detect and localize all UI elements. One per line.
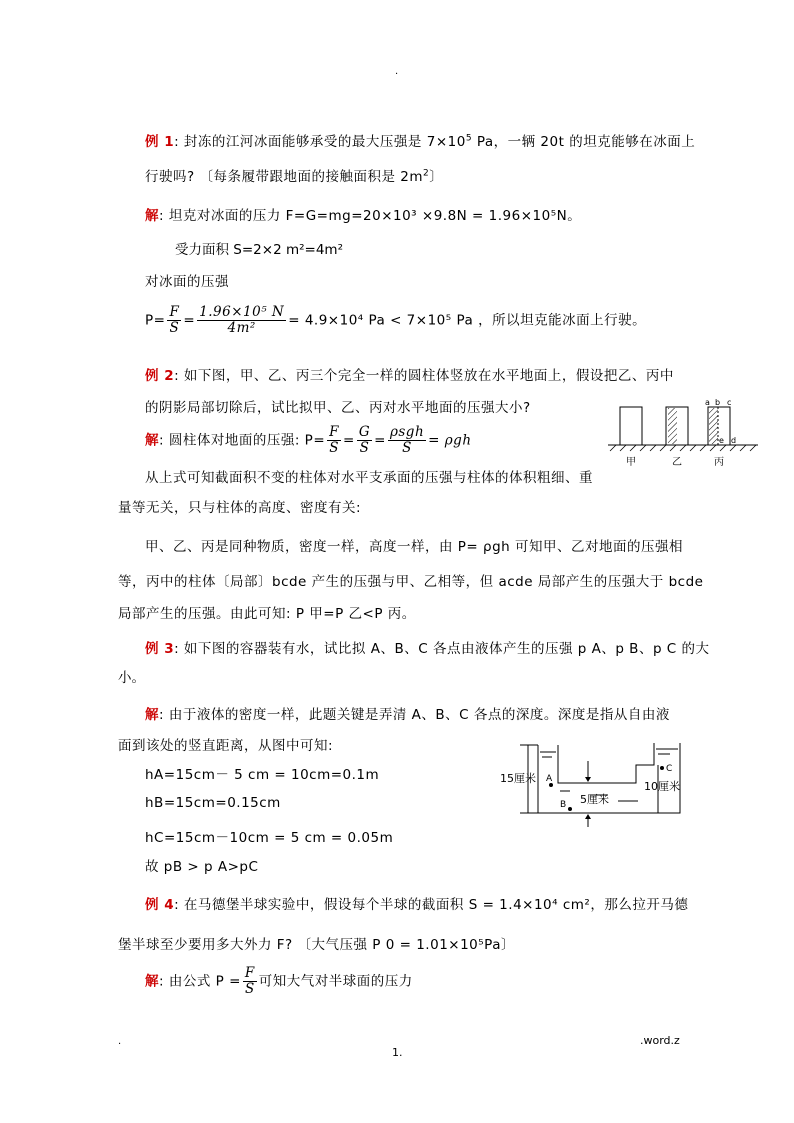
- ex2-question-line2: 的阴影局部切除后，试比拟甲、乙、丙对水平地面的压强大小?: [145, 400, 531, 416]
- ex1-eq: =: [183, 312, 196, 329]
- cylinder-bing-shade: [709, 408, 718, 444]
- label-C: C: [666, 764, 673, 774]
- ex3-solution-line1: [145, 703, 670, 723]
- ex3-question-line2: 小。: [118, 670, 145, 686]
- ex4-q1: : 在马德堡半球实验中，假设每个半球的截面积 S = 1.4×10⁴ cm²，那么拉开马德: [174, 897, 689, 913]
- ex1-sol1: : 坦克对冰面的压力 F=G=mg=20×10³ ×9.8N = 1.96×10⁵N。: [159, 208, 582, 224]
- ex4-sol-end: 可知大气对半球面的压力: [258, 973, 413, 990]
- ex1-frac-fs: $\frac{F}{S}$: [169, 304, 180, 336]
- label-A: A: [546, 774, 553, 784]
- label-15cm: 15厘米: [500, 772, 536, 785]
- ex4-frac: $\frac{F}{S}$: [244, 965, 255, 997]
- header-dot: .: [395, 66, 399, 77]
- ex2-frac2: $\frac{G}{S}$: [358, 424, 371, 456]
- cylinders-figure: [608, 395, 763, 470]
- label-e: e: [719, 436, 724, 445]
- ex1-p: P=: [145, 312, 166, 329]
- ex1-q2-end: 〕: [429, 169, 444, 185]
- ex1-question-line1: [145, 130, 695, 150]
- ex2-solution: 解: 圆柱体对地面的压强: P= $\frac{F}{S}$ = $\frac{G}{S}$ = $\frac{\text{ρsgh}}{S}$ = ρgh: [145, 424, 472, 456]
- ex3-sol1: : 由于液体的密度一样，此题关键是弄清 A、B、C 各点的深度。深度是指从自由液: [159, 707, 670, 723]
- ex3-sol-label: 解: [145, 707, 159, 723]
- ex3-q1: : 如下图的容器装有水，试比拟 A、B、C 各点由液体产生的压强 p A、p B、p C 的大: [174, 641, 710, 657]
- ex3-hC: hC=15cm－10cm = 5 cm = 0.05m: [145, 830, 394, 846]
- ex1-label: 例 1: [145, 134, 175, 150]
- ex1-q2: 行驶吗? 〔每条履带跟地面的接触面积是 2m: [145, 169, 423, 185]
- footer-left-dot: .: [118, 1036, 122, 1047]
- ex4-question-line2: 堡半球至少要用多大外力 F? 〔大气压强 P 0 = 1.01×10⁵Pa〕: [118, 937, 515, 953]
- ground-hatch: [610, 445, 756, 451]
- ex3-solution-line2: 面到该处的竖直距离，从图中可知:: [118, 738, 334, 754]
- ex1-formula: [145, 305, 646, 336]
- label-jia: 甲: [626, 457, 636, 468]
- ex1-question-line2: [145, 165, 443, 185]
- ex3-conclusion: 故 pB > p A>pC: [145, 859, 259, 875]
- label-yi: 乙: [672, 457, 682, 468]
- ex2-para2-line2: 等，丙中的柱体〔局部〕bcde 产生的压强与甲、乙相等，但 acde 局部产生的压强大于 bcde: [118, 574, 704, 590]
- point-C: [660, 766, 664, 770]
- label-10cm: 10厘米: [644, 780, 680, 793]
- ex2-label: 例 2: [145, 368, 175, 384]
- ex3-question-line1: [145, 637, 710, 657]
- label-d: d: [731, 436, 737, 445]
- ex2-sol-end: = ρgh: [428, 432, 472, 449]
- ex2-sol-label: 解: [145, 432, 159, 449]
- ex1-solution-line2: 受力面积 S=2×2 m²=4m²: [175, 242, 343, 258]
- ex2-frac3: $\frac{\text{ρsgh}}{S}$: [389, 424, 425, 456]
- ex1-q1: : 封冻的江河冰面能够承受的最大压强是 7×10: [174, 134, 466, 150]
- ex1-q1-end: Pa，一辆 20t 的坦克能够在冰面上: [472, 134, 696, 150]
- ex4-solution: [145, 966, 413, 997]
- label-B: B: [560, 800, 567, 810]
- ex2-para1-line2: 量等无关，只与柱体的高度、密度有关:: [118, 500, 362, 516]
- label-bing: 丙: [714, 457, 724, 468]
- point-B: [568, 807, 572, 811]
- label-5cm: 5厘米: [580, 793, 609, 806]
- ex1-q2-sup: 2: [423, 168, 430, 179]
- cylinder-jia: [620, 407, 642, 445]
- cylinder-yi-shade: [668, 408, 677, 444]
- ex4-sol-label: 解: [145, 973, 159, 990]
- ex3-hB: hB=15cm=0.15cm: [145, 795, 281, 811]
- label-c: c: [727, 398, 732, 407]
- page-number: 1.: [392, 1046, 403, 1059]
- ex1-frac-values: $\frac{\text{1.96×10⁵ N}}{\text{4m²}}$: [199, 304, 285, 336]
- ex2-question-line1: [145, 364, 674, 384]
- ex2-para2-line1: 甲、乙、丙是同种物质，密度一样，高度一样，由 P= ρgh 可知甲、乙对地面的压强相: [145, 539, 684, 555]
- ex2-para1-line1: 从上式可知截面积不变的柱体对水平支承面的压强与柱体的体积粗细、重: [145, 470, 593, 486]
- label-b: b: [715, 398, 721, 407]
- ex1-q-exp: 5: [465, 133, 473, 144]
- footer-right-text: .word.z: [640, 1034, 680, 1047]
- ex2-para2-line3: 局部产生的压强。由此可知: P 甲=P 乙<P 丙。: [118, 606, 416, 622]
- ex4-sol-text: : 由公式 P =: [159, 973, 241, 990]
- container-figure: [498, 735, 698, 835]
- ex3-label: 例 3: [145, 641, 175, 657]
- ex1-tail: = 4.9×10⁴ Pa < 7×10⁵ Pa ，所以坦克能冰面上行驶。: [288, 312, 647, 329]
- label-a: a: [705, 398, 710, 407]
- ex3-hA: hA=15cm－ 5 cm = 10cm=0.1m: [145, 767, 380, 783]
- ex2-q1: : 如下图，甲、乙、丙三个完全一样的圆柱体竖放在水平地面上，假设把乙、丙中: [174, 368, 674, 384]
- ex2-frac1: $\frac{F}{S}$: [329, 424, 340, 456]
- ex1-solution-line1: [145, 204, 581, 224]
- ex4-question-line1: [145, 893, 688, 913]
- ex4-label: 例 4: [145, 897, 175, 913]
- ex1-sol-label: 解: [145, 208, 159, 224]
- ex1-solution-line3: 对冰面的压强: [145, 274, 229, 290]
- ex2-sol-text: : 圆柱体对地面的压强: P=: [159, 432, 326, 449]
